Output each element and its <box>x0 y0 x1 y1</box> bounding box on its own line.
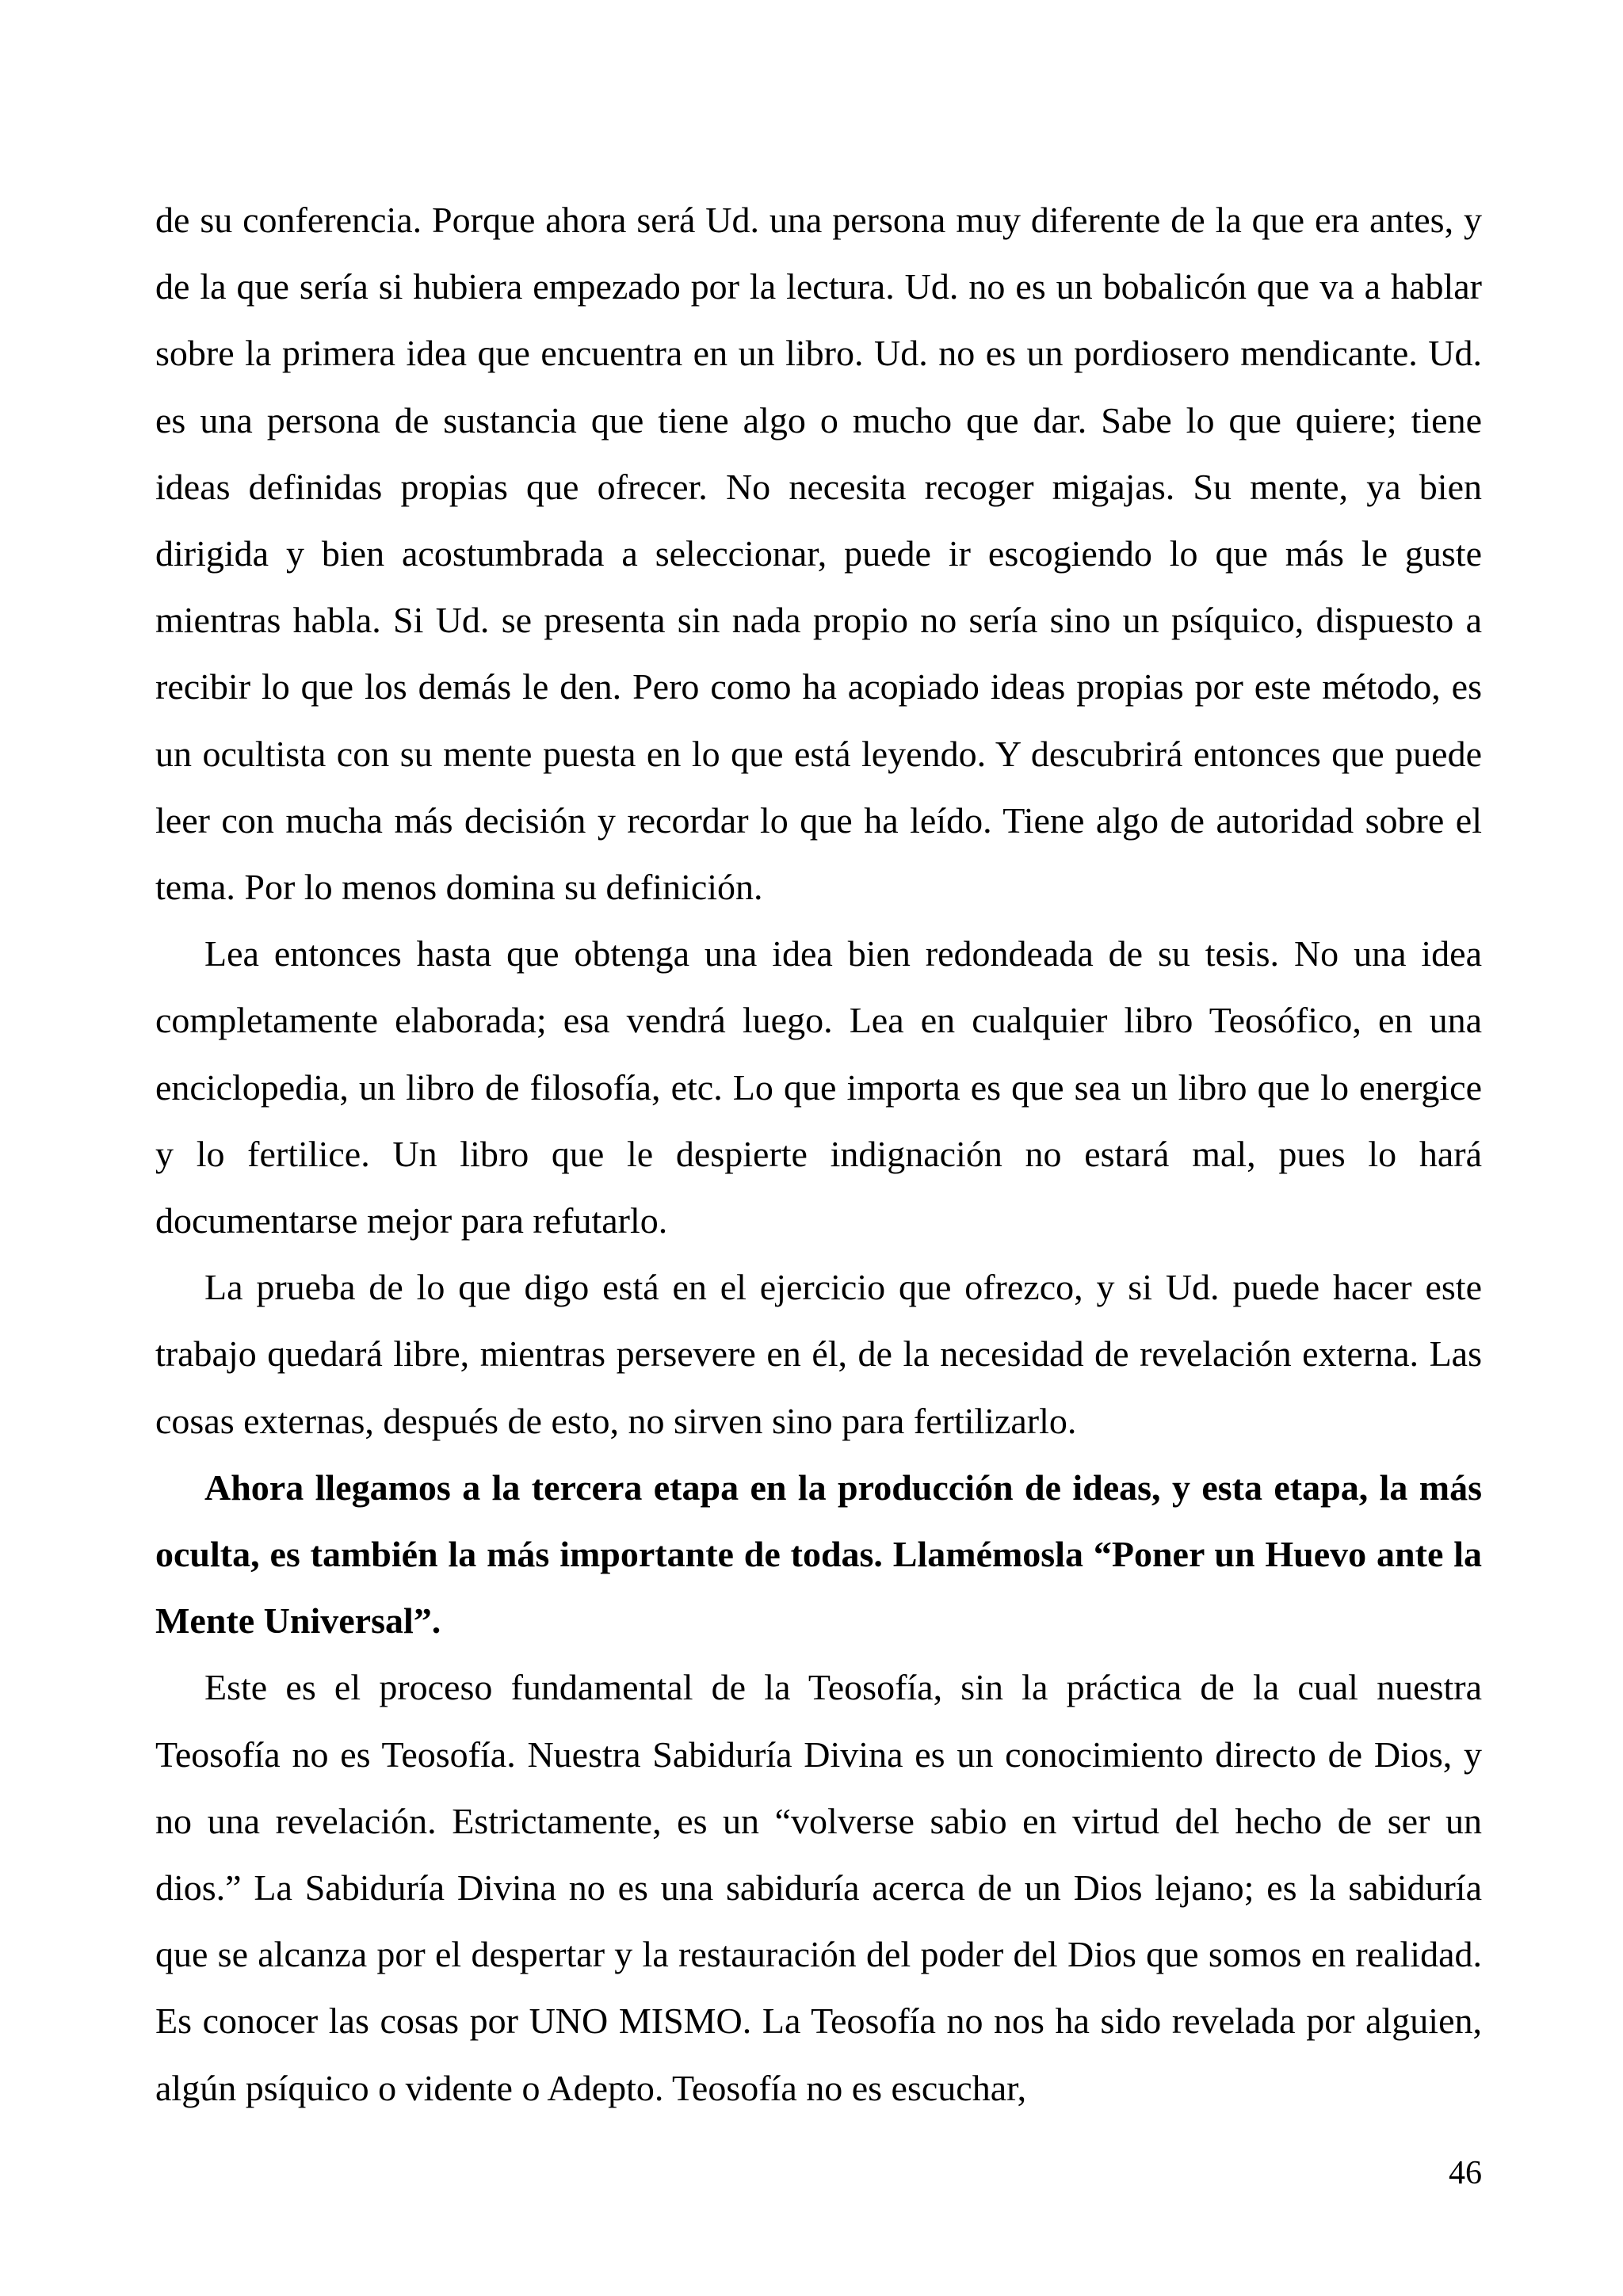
paragraph-exercise-proof: La prueba de lo que digo está en el ejercicio que ofrezco, y si Ud. puede hacer este trabajo quedará libre, mientras persevere en él, de la necesidad de revelación externa. Las cosas externas, después de esto, no sirven sino para fertilizarlo. <box>155 1267 1482 1441</box>
paragraph-theosophy-process: Este es el proceso fundamental de la Teosofía, sin la práctica de la cual nuestra Teosofía no es Teosofía. Nuestra Sabiduría Divina es un conocimiento directo de Dios, y no una revelación. Estrictamente, es un “volverse sabio en virtud del hecho de ser un dios.” La Sabiduría Divina no es una sabiduría acerca de un Dios lejano; es la sabiduría que se alcanza por el despertar y la restauración del poder del Dios que somos en realidad. Es conocer las cosas por UNO MISMO. La Teosofía no nos ha sido revelada por alguien, algún psíquico o vidente o Adepto. Teosofía no es escuchar, <box>155 1667 1482 2108</box>
body-text <box>155 187 1482 2122</box>
paragraph-third-stage-heading: Ahora llegamos a la tercera etapa en la producción de ideas, y esta etapa, la más oculta, es también la más importante de todas. Llamémosla “Poner un Huevo ante la Mente Universal”. <box>155 1466 1482 1642</box>
page-number: 46 <box>1449 2155 1482 2191</box>
paragraph-reading: Lea entonces hasta que obtenga una idea bien redondeada de su tesis. No una idea completamente elaborada; esa vendrá luego. Lea en cualquier libro Teosófico, en una enciclopedia, un libro de filosofía, etc. Lo que importa es que sea un libro que lo energice y lo fertilice. Un libro que le despierte indignación no estará mal, pues lo hará documentarse mejor para refutarlo. <box>155 933 1482 1241</box>
paragraph-continuation: de su conferencia. Porque ahora será Ud. una persona muy diferente de la que era antes, y de la que sería si hubiera empezado por la lectura. Ud. no es un bobalicón que va a hablar sobre la primera idea que encuentra en un libro. Ud. no es un pordiosero mendicante. Ud. es una persona de sustancia que tiene algo o mucho que dar. Sabe lo que quiere; tiene ideas definidas propias que ofrecer. No necesita recoger migajas. Su mente, ya bien dirigida y bien acostumbrada a seleccionar, puede ir escogiendo lo que más le guste mientras habla. Si Ud. se presenta sin nada propio no sería sino un psíquico, dispuesto a recibir lo que los demás le den. Pero como ha acopiado ideas propias por este método, es un ocultista con su mente puesta en lo que está leyendo. Y descubrirá entonces que puede leer con mucha más decisión y recordar lo que ha leído. Tiene algo de autoridad sobre el tema. Por lo menos domina su definición. <box>155 200 1482 908</box>
